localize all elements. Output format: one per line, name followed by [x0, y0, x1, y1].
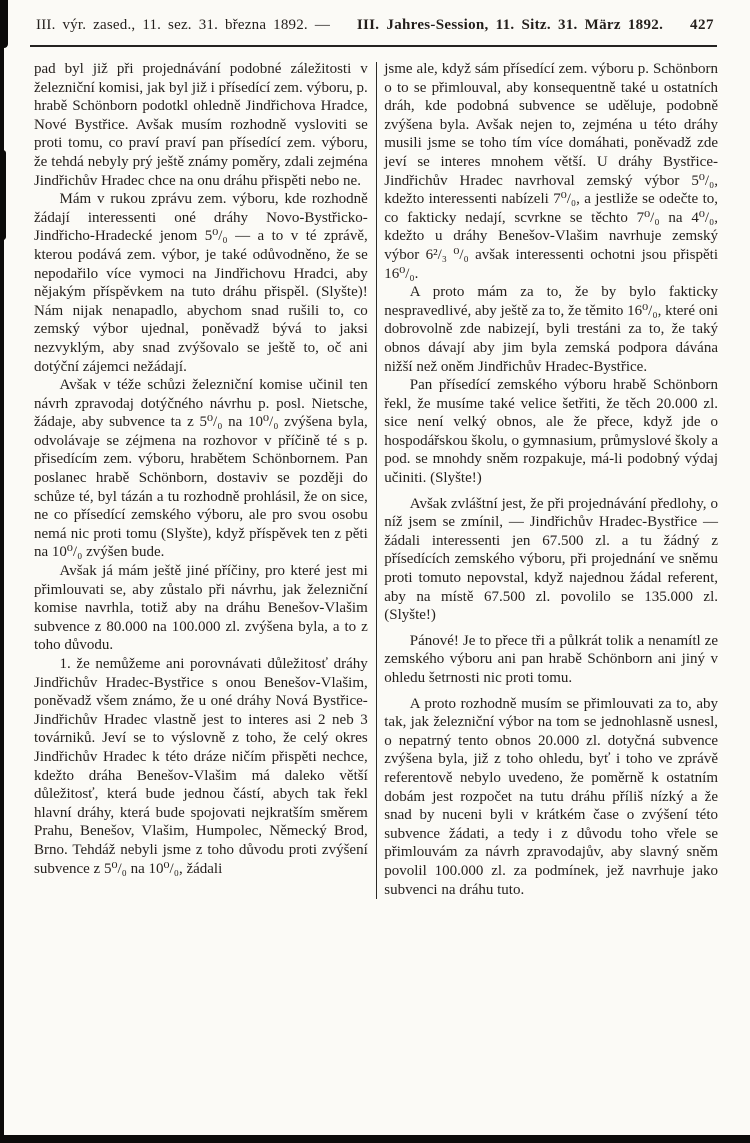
- header-rule: [30, 45, 717, 47]
- scan-edge-bottom: [0, 1135, 750, 1143]
- paragraph: Avšak v téže schůzi železniční komise učinil ten návrh zpravodaj dotýčného návrhu p. posl. Nietsche, žádaje, aby subvence ta z 5⁰/₀ na 10⁰/₀ zvýšena byla, odvolávaje se zéjmena na rozhovor v příčině té s p. přisedícím zem. výboru, hrabětem Schönbornem. Pan poslanec hrabě Schönborn, dostaviv se později do schůze té, byl tázán a tu rozhodně prohlásil, že on sice, ne co přísedící zemského výboru, ale pro svou osobu nemá nic proti tomu (Slyšte), když příspěvek ten z pěti na 10⁰/₀ zvýšen bude.: [34, 377, 368, 561]
- column-divider: [376, 62, 378, 899]
- paragraph: Avšak zvláštní jest, že při projednávání předlohy, o níž jsem se zmínil, — Jindřichův Hradec-Bystřice — žádali interessenti jen 67.500 zl. a tu žádný z přísedících zemského výboru, při projednání ve sněmu proti tomuto nepovstal, když najednou žádal referent, aby na místě 67.500 zl. povolilo se 135.000 zl. (Slyšte!): [384, 495, 718, 624]
- paragraph: Pan přísedící zemského výboru hrabě Schönborn řekl, že musíme také velice šetřiti, že těch 20.000 zl. sice není velký obnos, ale že přece, když jde o hospodářskou školu, o gymnasium, průmyslové školy a pod. se mnohdy sněm rozpakuje, má-li podobný výdaj učiniti. (Slyšte!): [384, 377, 718, 487]
- page-header: [36, 17, 714, 34]
- paragraph: pad byl již při projednávání podobné záležitosti v železniční komisi, jak byl již i přísedící zem. výboru, p. hrabě Schönborn podotkl ohledně Jindřichova Hradce, Nové Bystřice. Avšak musím rozhodně vysloviti se proti tomu, co praví praví pan přísedící zem. výboru, že tehdá nebyly prý ještě známy poměry, zdali zejména Jindřichův Hradec chce na onu dráhu přispěti nebo ne.: [34, 61, 368, 189]
- header-german-session: III. Jahres-Session, 11. Sitz. 31. März 1892.: [356, 17, 664, 33]
- page-number: 427: [689, 17, 714, 33]
- scan-artifact-top-left: [0, 0, 8, 48]
- paragraph: 1. že nemůžeme ani porovnávati důležitosť dráhy Jindřichův Hradec-Bystřice s onou Benešov-Vlašim, poněvadž všem známo, že u oné dráhy Nová Bystřice-Jindřichův Hradec vlastně jest to interes asi 2 neb 3 továrniků. Jeví se to výslovně z toho, že celý okres Jindřichův Hradec k této dráze ničím přispěti nechce, kdežto dráha Benešov-Vlašim má daleko větší důležitosť, která bude jednou částí, abych tak řekl hlavní dráhy, která bude spojovati nejkratším směrem Prahu, Benešov, Vlašim, Humpolec, Německý Brod, Brno. Tehdáž nebyli jsme z toho důvodu proti zvýšení subvence z 5⁰/₀ na 10⁰/₀, žádali: [34, 656, 368, 877]
- header-czech-session: III. výr. zased., 11. sez. 31. března 1892. —: [36, 17, 331, 33]
- text-columns: [34, 60, 718, 899]
- paragraph: Mám v rukou zprávu zem. výboru, kde rozhodně žádají interessenti oné dráhy Novo-Bystřicko-Jindřicho-Hradecké jenom 5⁰/₀ — a to v té zprávě, kterou podává zem. výbor, je také odůvodněno, že se nepodařilo více vymoci na Jindřichovu Hradci, aby nějakým příspěvkem na tuto dráhu přispěl. (Slyšte)! Nám nijak nenapadlo, abychom snad rušili to, co zemský výbor ujednal, poněvadž bývá to jaksi nezvyklým, aby snad zvýšovalo se ještě to, oč ani dotýční zájemci nežádají.: [34, 191, 368, 375]
- paragraph: Pánové! Je to přece tři a půlkrát tolik a nenamítl ze zemského výboru ani pan hrabě Schönborn ani jiný v ohledu šetrnosti nic proti tomu.: [384, 632, 718, 686]
- paragraph: Avšak já mám ještě jiné příčiny, pro které jest mi přimlouvati se, aby zůstalo při návrhu, jak železniční komise navrhla, totiž aby na dráhu Benešov-Vlašim subvence z 80.000 na 100.000 zl. zvýšena byla, a to z toho důvodu.: [34, 563, 368, 654]
- paragraph: A proto mám za to, že by bylo fakticky nespravedlivé, aby ještě za to, že těmito 16⁰/₀, které oni dobrovolně zde nabizejí, byli trestáni za to, že taký obnos dávají aby jim byla zemská podpora dávána nižší než oněm Jindřichův Hradec-Bystřice.: [384, 284, 718, 375]
- scan-artifact-left: [0, 150, 6, 240]
- paragraph: A proto rozhodně musím se přimlouvati za to, aby tak, jak železniční výbor na tom se jednohlasně usnesl, o nepatrný tento obnos 20.000 zl. dotyčná subvence zvýšena byla, již z toho ohledu, byť i toho ve zprávě referentově nebylo uvedeno, že poměrně k ostatním dobám jest rozpočet na tutu dráhu příliš nízký a že snad by nuceni byli v krátkém čase o zvýšení této subvence žádati, a tedy i z důvodu toho vřele se přimlouvám za návrh zpravodajův, aby slavný sněm povolil 100.000 zl. za podmínek, jež navrhuje jako subvenci na dráhu tuto.: [384, 695, 718, 898]
- paragraph: jsme ale, když sám přísedící zem. výboru p. Schönborn o to se přimlouval, aby konsequentně také u ostatních dráh, kde podobná subvence se uděluje, podobně zvýšena byla. Avšak nejen to, zejména u této dráhy musili jsme se toho tím více domáhati, poněvadž zde jeví se interes mnohem větší. U dráhy Bystřice-Jindřichův Hradec navrhoval zemský výbor 5⁰/₀, kdežto interessenti nabízeli 7⁰/₀, a jestliže se odečte to, co fakticky nedají, scvrkne se těchto 7⁰/₀ na 4⁰/₀, kdežto u dráhy Benešov-Vlašim navrhuje zemský výbor 6²/₃ ⁰/₀ avšak interessenti ochotni jsou přispěti 16⁰/₀.: [384, 61, 718, 282]
- left-column: [34, 60, 368, 899]
- right-column: [384, 60, 718, 899]
